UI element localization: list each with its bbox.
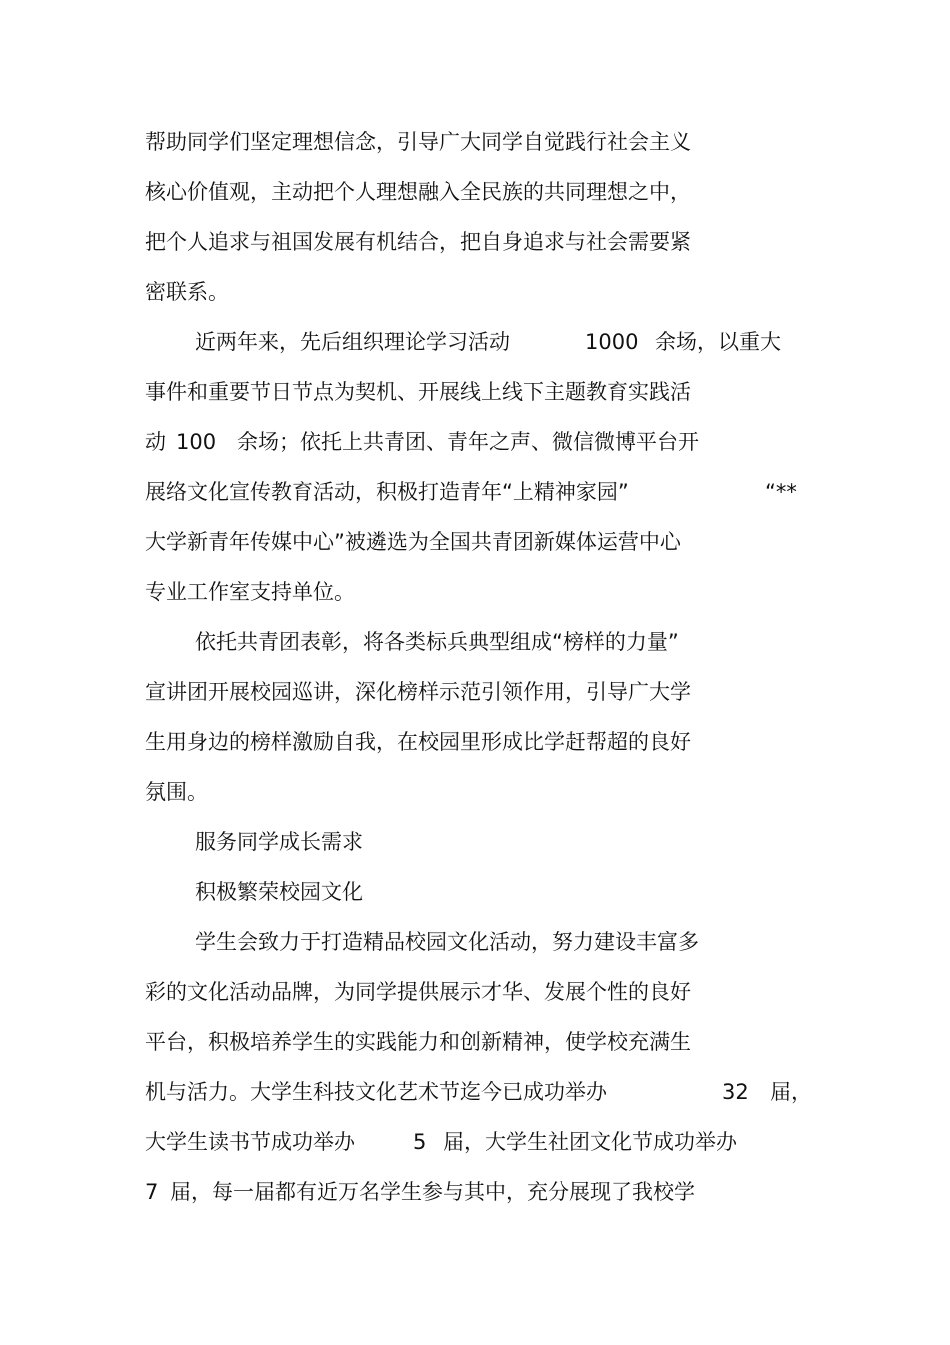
text-segment: 近两年来，先后组织理论学习活动 xyxy=(195,330,510,354)
text-segment: 把个人追求与祖国发展有机结合，把自身追求与社会需要紧 xyxy=(145,230,691,254)
text-segment: 余场；依托上共青团、青年之声、微信微博平台开 xyxy=(237,430,699,454)
text-segment: 届，大学生社团文化节成功举办 xyxy=(443,1130,737,1154)
text-segment: 密联系。 xyxy=(145,280,229,304)
text-segment: 机与活力。大学生科技文化艺术节迄今已成功举办 xyxy=(145,1080,607,1104)
text-segment: 事件和重要节日节点为契机、开展线上线下主题教育实践活 xyxy=(145,380,691,404)
text-segment: 大学新青年传媒中心”被遴选为全国共青团新媒体运营中心 xyxy=(145,530,681,554)
text-segment: 宣讲团开展校园巡讲，深化榜样示范引领作用，引导广大学 xyxy=(145,680,691,704)
text-segment: 氛围。 xyxy=(145,780,208,804)
text-number: 5 xyxy=(413,1130,427,1154)
text-segment: 学生会致力于打造精品校园文化活动，努力建设丰富多 xyxy=(195,930,699,954)
text-number: 1000 xyxy=(585,330,639,354)
text-segment: “** xyxy=(765,480,797,504)
text-segment: 生用身边的榜样激励自我，在校园里形成比学赶帮超的良好 xyxy=(145,730,691,754)
text-segment: 彩的文化活动品牌，为同学提供展示才华、发展个性的良好 xyxy=(145,980,691,1004)
text-segment: 核心价值观，主动把个人理想融入全民族的共同理想之中， xyxy=(145,180,691,204)
text-segment: 余场，以重大 xyxy=(655,330,781,354)
text-number: 32 xyxy=(722,1080,749,1104)
text-segment: 服务同学成长需求 xyxy=(195,830,363,854)
text-segment: 大学生读书节成功举办 xyxy=(145,1130,355,1154)
text-segment: 届，每一届都有近万名学生参与其中，充分展现了我校学 xyxy=(170,1180,695,1204)
text-segment: 帮助同学们坚定理想信念，引导广大同学自觉践行社会主义 xyxy=(145,130,691,154)
text-number: 7 xyxy=(145,1180,159,1204)
text-segment: 依托共青团表彰，将各类标兵典型组成“榜样的力量” xyxy=(195,630,679,654)
text-segment: 积极繁荣校园文化 xyxy=(195,880,363,904)
text-segment: 平台，积极培养学生的实践能力和创新精神，使学校充满生 xyxy=(145,1030,691,1054)
text-segment: 展络文化宣传教育活动，积极打造青年“上精神家园” xyxy=(145,480,629,504)
text-segment: 届， xyxy=(770,1080,812,1104)
text-number: 100 xyxy=(176,430,217,454)
text-segment: 专业工作室支持单位。 xyxy=(145,580,355,604)
text-segment: 动 xyxy=(145,430,166,454)
